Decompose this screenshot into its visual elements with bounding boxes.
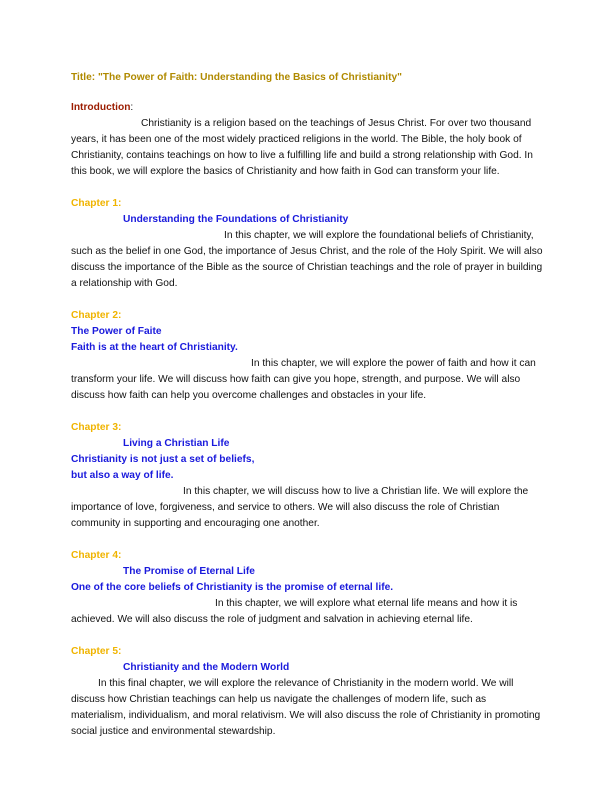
chapter-5-body: In this final chapter, we will explore the relevance of Christianity in the modern world. We will discuss how Christian teachings can help us navigate the challenges of modern life, such as materialism, individualism, and moral relativism. We will also discuss the role of Christianity in promoting social justice and environmental stewardship. xyxy=(71,678,541,737)
chapter-2-subheading: Faith is at the heart of Christianity. xyxy=(71,342,238,353)
chapter-3-label: Chapter 3: xyxy=(71,422,122,433)
chapter-3-subheading-line-1: Christianity is not just a set of beliefs, xyxy=(71,454,255,465)
chapter-4-label: Chapter 4: xyxy=(71,550,122,561)
chapter-2-heading: The Power of Faite xyxy=(71,326,162,337)
chapter-1-body: In this chapter, we will explore the foundational beliefs of Christianity, such as the belief in one God, the importance of Jesus Christ, and the role of the Holy Spirit. We will also discuss the importance of the Bible as the source of Christian teachings and the role of prayer in building a relationship with God. xyxy=(71,230,543,289)
document-title: Title: "The Power of Faith: Understanding the Basics of Christianity" xyxy=(71,72,402,83)
chapter-5-label: Chapter 5: xyxy=(71,646,122,657)
introduction-colon: : xyxy=(130,102,134,113)
chapter-3-heading: Living a Christian Life xyxy=(123,438,230,449)
chapter-1-label: Chapter 1: xyxy=(71,198,122,209)
chapter-4-body: In this chapter, we will explore what eternal life means and how it is achieved. We will also discuss the role of judgment and salvation in achieving eternal life. xyxy=(71,598,518,625)
chapter-3-subheading-line-2: but also a way of life. xyxy=(71,470,174,481)
chapter-4-subheading: One of the core beliefs of Christianity is the promise of eternal life. xyxy=(71,582,394,593)
chapter-2-body: In this chapter, we will explore the power of faith and how it can transform your life. We will discuss how faith can give you hope, strength, and purpose. We will also discuss how faith can help you overcome challenges and obstacles in your life. xyxy=(71,358,536,401)
chapter-5-heading: Christianity and the Modern World xyxy=(123,662,290,673)
chapter-1-heading: Understanding the Foundations of Christianity xyxy=(123,214,349,225)
document-page xyxy=(71,70,543,740)
chapter-2-label: Chapter 2: xyxy=(71,310,122,321)
chapter-3-body: In this chapter, we will discuss how to live a Christian life. We will explore the importance of love, forgiveness, and service to others. We will also discuss the role of Christian community in supporting and encouraging one another. xyxy=(71,486,529,529)
chapter-4-heading: The Promise of Eternal Life xyxy=(123,566,255,577)
introduction-label: Introduction xyxy=(71,102,131,113)
introduction-label-line xyxy=(71,100,543,116)
introduction-body: Christianity is a religion based on the teachings of Jesus Christ. For over two thousand years, it has been one of the most widely practiced religions in the world. The Bible, the holy book of Christianity, contains teachings on how to live a fulfilling life and build a strong relationship with God. In this book, we will explore the basics of Christianity and how faith in God can transform your life. xyxy=(71,118,533,177)
